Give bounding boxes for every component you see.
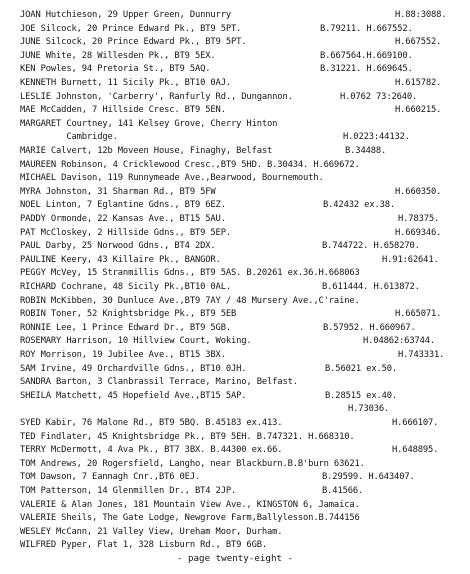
- entry-text: SYED Kabir, 76 Malone Rd., BT9 5BQ. B.45183 ex.413.: [20, 418, 283, 428]
- entry-phone: H.666107.: [392, 418, 439, 428]
- entry-text: WESLEY McCann, 21 Valley View, Ureham Moor, Durham.: [20, 526, 283, 537]
- entry-phone: B.31221. H.669645.: [320, 64, 413, 75]
- entry-text: TOM Dawson, 7 Eannagh Cnr.,BT6 0EJ.: [20, 472, 201, 483]
- entry-phone: H.0223:44132.: [343, 132, 410, 143]
- entry-text: MAUREEN Robinson, 4 Cricklewood Cresc.,BT9 5HD. B.30434. H.669672.: [20, 159, 360, 170]
- entry-text: KENNETH Burnett, 11 Sicily Pk., BT10 0AJ.: [20, 78, 231, 88]
- entry-text: TOM Andrews, 20 Rogersfield, Langho, near Blackburn.B.B'burn 63621.: [20, 458, 365, 469]
- directory-entry: [20, 185, 468, 199]
- directory-entry: [20, 430, 468, 444]
- directory-entry: [20, 22, 468, 36]
- entry-phone: H.0762 73:2640.: [340, 91, 418, 102]
- directory-entry: [20, 8, 468, 22]
- entry-phone: H.615782.: [395, 78, 442, 88]
- directory-entry: [20, 457, 468, 471]
- entry-text: ROSEMARY Harrison, 10 Hillview Court, Woking.: [20, 336, 252, 347]
- directory-entry: [20, 90, 468, 104]
- page-footer: - page twenty-eight -: [176, 553, 294, 564]
- entry-text: PAT McCloskey, 2 Hillside Gdns., BT9 5EP.: [20, 227, 231, 238]
- entry-text: JUNE Silcock, 20 Prince Edward Pk., BT9 5PT.: [20, 37, 247, 48]
- directory-entry: [20, 62, 468, 76]
- directory-entry: [20, 443, 468, 457]
- entry-phone: B.28515 ex.40.: [325, 390, 398, 401]
- entry-text: ROY Morrison, 19 Jubilee Ave., BT15 3BX.: [20, 350, 226, 360]
- entry-text: MICHAEL Davison, 119 Runnymeade Ave.,Bearwood, Bournemouth.: [20, 173, 324, 184]
- entry-phone: H.660215.: [395, 105, 442, 116]
- entry-text: VALERIE & Alan Jones, 181 Mountain View Ave., KINGSTON 6, Jamaica.: [20, 499, 360, 510]
- directory-entry: [20, 239, 468, 253]
- directory-entry: [20, 348, 468, 362]
- entry-phone: B.57952. H.660967.: [323, 322, 416, 333]
- directory-entry: [20, 307, 468, 321]
- directory-entry: [20, 226, 468, 240]
- entry-text: MAE McCadden, 7 Hillside Cresc. BT9 5EN.: [20, 105, 226, 116]
- entry-phone: H.669346.: [395, 227, 442, 238]
- entry-phone: H.660350.: [395, 186, 442, 197]
- directory-entry: [20, 484, 468, 498]
- directory-entry: [20, 253, 468, 267]
- entry-text: TOM Patterson, 14 Glenmillen Dr., BT4 2JP.: [20, 486, 237, 496]
- entry-text: ROBIN Toner, 52 Knightsbridge Pk., BT9 5EB: [20, 309, 237, 320]
- entry-text: PAUL Darby, 25 Norwood Gdns., BT4 2DX.: [20, 241, 216, 252]
- entry-phone: B.29599. H.643407.: [322, 472, 415, 483]
- directory-entry: [20, 103, 468, 117]
- entry-text: LESLIE Johnston, 'Carberry', Ranfurly Rd., Dungannon.: [20, 91, 293, 102]
- directory-entry: [20, 525, 468, 539]
- entry-phone: H.91:62641.: [382, 254, 439, 265]
- directory-entry: [20, 402, 468, 416]
- entry-text: MARIE Calvert, 12b Moveen House, Finaghy, Belfast: [20, 146, 273, 156]
- directory-entry: [20, 76, 468, 90]
- directory-entry: [20, 294, 468, 308]
- directory-entry: [20, 280, 468, 294]
- directory-entry: [20, 511, 468, 525]
- directory-entry: [20, 130, 468, 144]
- entry-phone: H.04862:63744.: [363, 336, 436, 347]
- entry-phone: B.667564.H.669100.: [320, 50, 413, 61]
- entry-phone: B.79211. H.667552.: [320, 23, 413, 34]
- entry-text: SAM Irvine, 49 Orchardville Gdns., BT10 0JH.: [20, 363, 247, 374]
- entry-phone: H.73036.: [348, 404, 390, 415]
- entry-text: SHEILA Matchett, 45 Hopefield Ave.,BT15 5AP.: [20, 390, 247, 401]
- entry-phone: B.56021 ex.50.: [325, 363, 398, 374]
- entry-text: KEN Powles, 94 Pretoria St., BT9 5AQ.: [20, 64, 211, 75]
- entry-text: JOE Silcock, 20 Prince Edward Pk., BT9 5PT.: [20, 23, 242, 34]
- entry-text: TED Findlater, 45 Knightsbridge Pk., BT9 5EH. B.747321. H.668310.: [20, 431, 355, 442]
- entry-phone: B.34488.: [345, 146, 387, 156]
- directory-entry: [20, 35, 468, 49]
- entry-text: RICHARD Cochrane, 48 Sicily Pk.,BT10 0AL.: [20, 282, 231, 292]
- entry-text: MYRA Johnston, 31 Sharman Rd., BT9 5FW: [20, 186, 216, 197]
- entry-text: PAULINE Keery, 43 Killaire Pk., BANGOR.: [20, 254, 221, 265]
- directory-entry: [20, 198, 468, 212]
- entry-phone: B.744722. H.658270.: [322, 241, 420, 252]
- entry-text: RONNIE Lee, 1 Prince Edward Dr., BT9 5GB.: [20, 322, 231, 333]
- directory-entry: [20, 362, 468, 376]
- directory-entry: [20, 538, 468, 552]
- entry-text: TERRY McDermott, 4 Ava Pk., BT7 3BX. B.44300 ex.66.: [20, 445, 283, 456]
- entry-text: WILFRED Pyper, Flat 1, 328 Lisburn Rd., BT9 6GB.: [20, 540, 268, 551]
- entry-text: PADDY Ormonde, 22 Kansas Ave., BT15 5AU.: [20, 214, 226, 224]
- directory-entry: [20, 144, 468, 158]
- entry-phone: B.41566.: [322, 486, 364, 496]
- directory-entry: [20, 158, 468, 172]
- directory-entry: [20, 321, 468, 335]
- entry-text: PEGGY McVey, 15 Stranmillis Gdns., BT9 5AS. B.20261 ex.36.H.668063: [20, 268, 360, 279]
- directory-entry: [20, 498, 468, 512]
- entry-phone: H.743331.: [398, 350, 445, 360]
- entry-text: SANDRA Barton, 3 Clanbrassil Terrace, Marino, Belfast.: [20, 377, 298, 388]
- directory-entry: [20, 117, 468, 131]
- entry-text: Cambridge.: [20, 132, 118, 143]
- entry-text: JOAN Hutchieson, 29 Upper Green, Dunnurry: [20, 10, 231, 20]
- entry-phone: H.667552.: [395, 37, 442, 48]
- entry-phone: H.648895.: [392, 445, 439, 456]
- entry-text: NOEL Linton, 7 Eglantine Gdns., BT9 6EZ.: [20, 200, 226, 211]
- directory-entry: [20, 171, 468, 185]
- entry-text: MARGARET Courtney, 141 Kelsey Grove, Cherry Hinton: [20, 118, 278, 129]
- directory-entry: [20, 416, 468, 430]
- entry-phone: H.665071.: [395, 309, 442, 320]
- entry-text: VALERIE Sheils, The Gate Lodge, Newgrove Farm,Ballylesson.B.744156: [20, 513, 360, 524]
- directory-entry: [20, 49, 468, 63]
- entry-phone: B.42432 ex.38.: [323, 200, 396, 211]
- entry-phone: H.78375.: [398, 214, 440, 224]
- directory-entry: [20, 389, 468, 403]
- directory-entry: [20, 470, 468, 484]
- entry-phone: H.88:3088.: [395, 10, 447, 20]
- entry-phone: B.611444. H.613872.: [322, 282, 420, 292]
- directory-entry: [20, 212, 468, 226]
- directory-entry: [20, 266, 468, 280]
- directory-entry: [20, 375, 468, 389]
- entry-text: ROBIN McKibben, 30 Dunluce Ave.,BT9 7AY / 48 Mursery Ave.,C'raine.: [20, 295, 360, 306]
- directory-entry: [20, 334, 468, 348]
- entry-text: JUNE White, 28 Willesden Pk., BT9 5EX.: [20, 50, 216, 61]
